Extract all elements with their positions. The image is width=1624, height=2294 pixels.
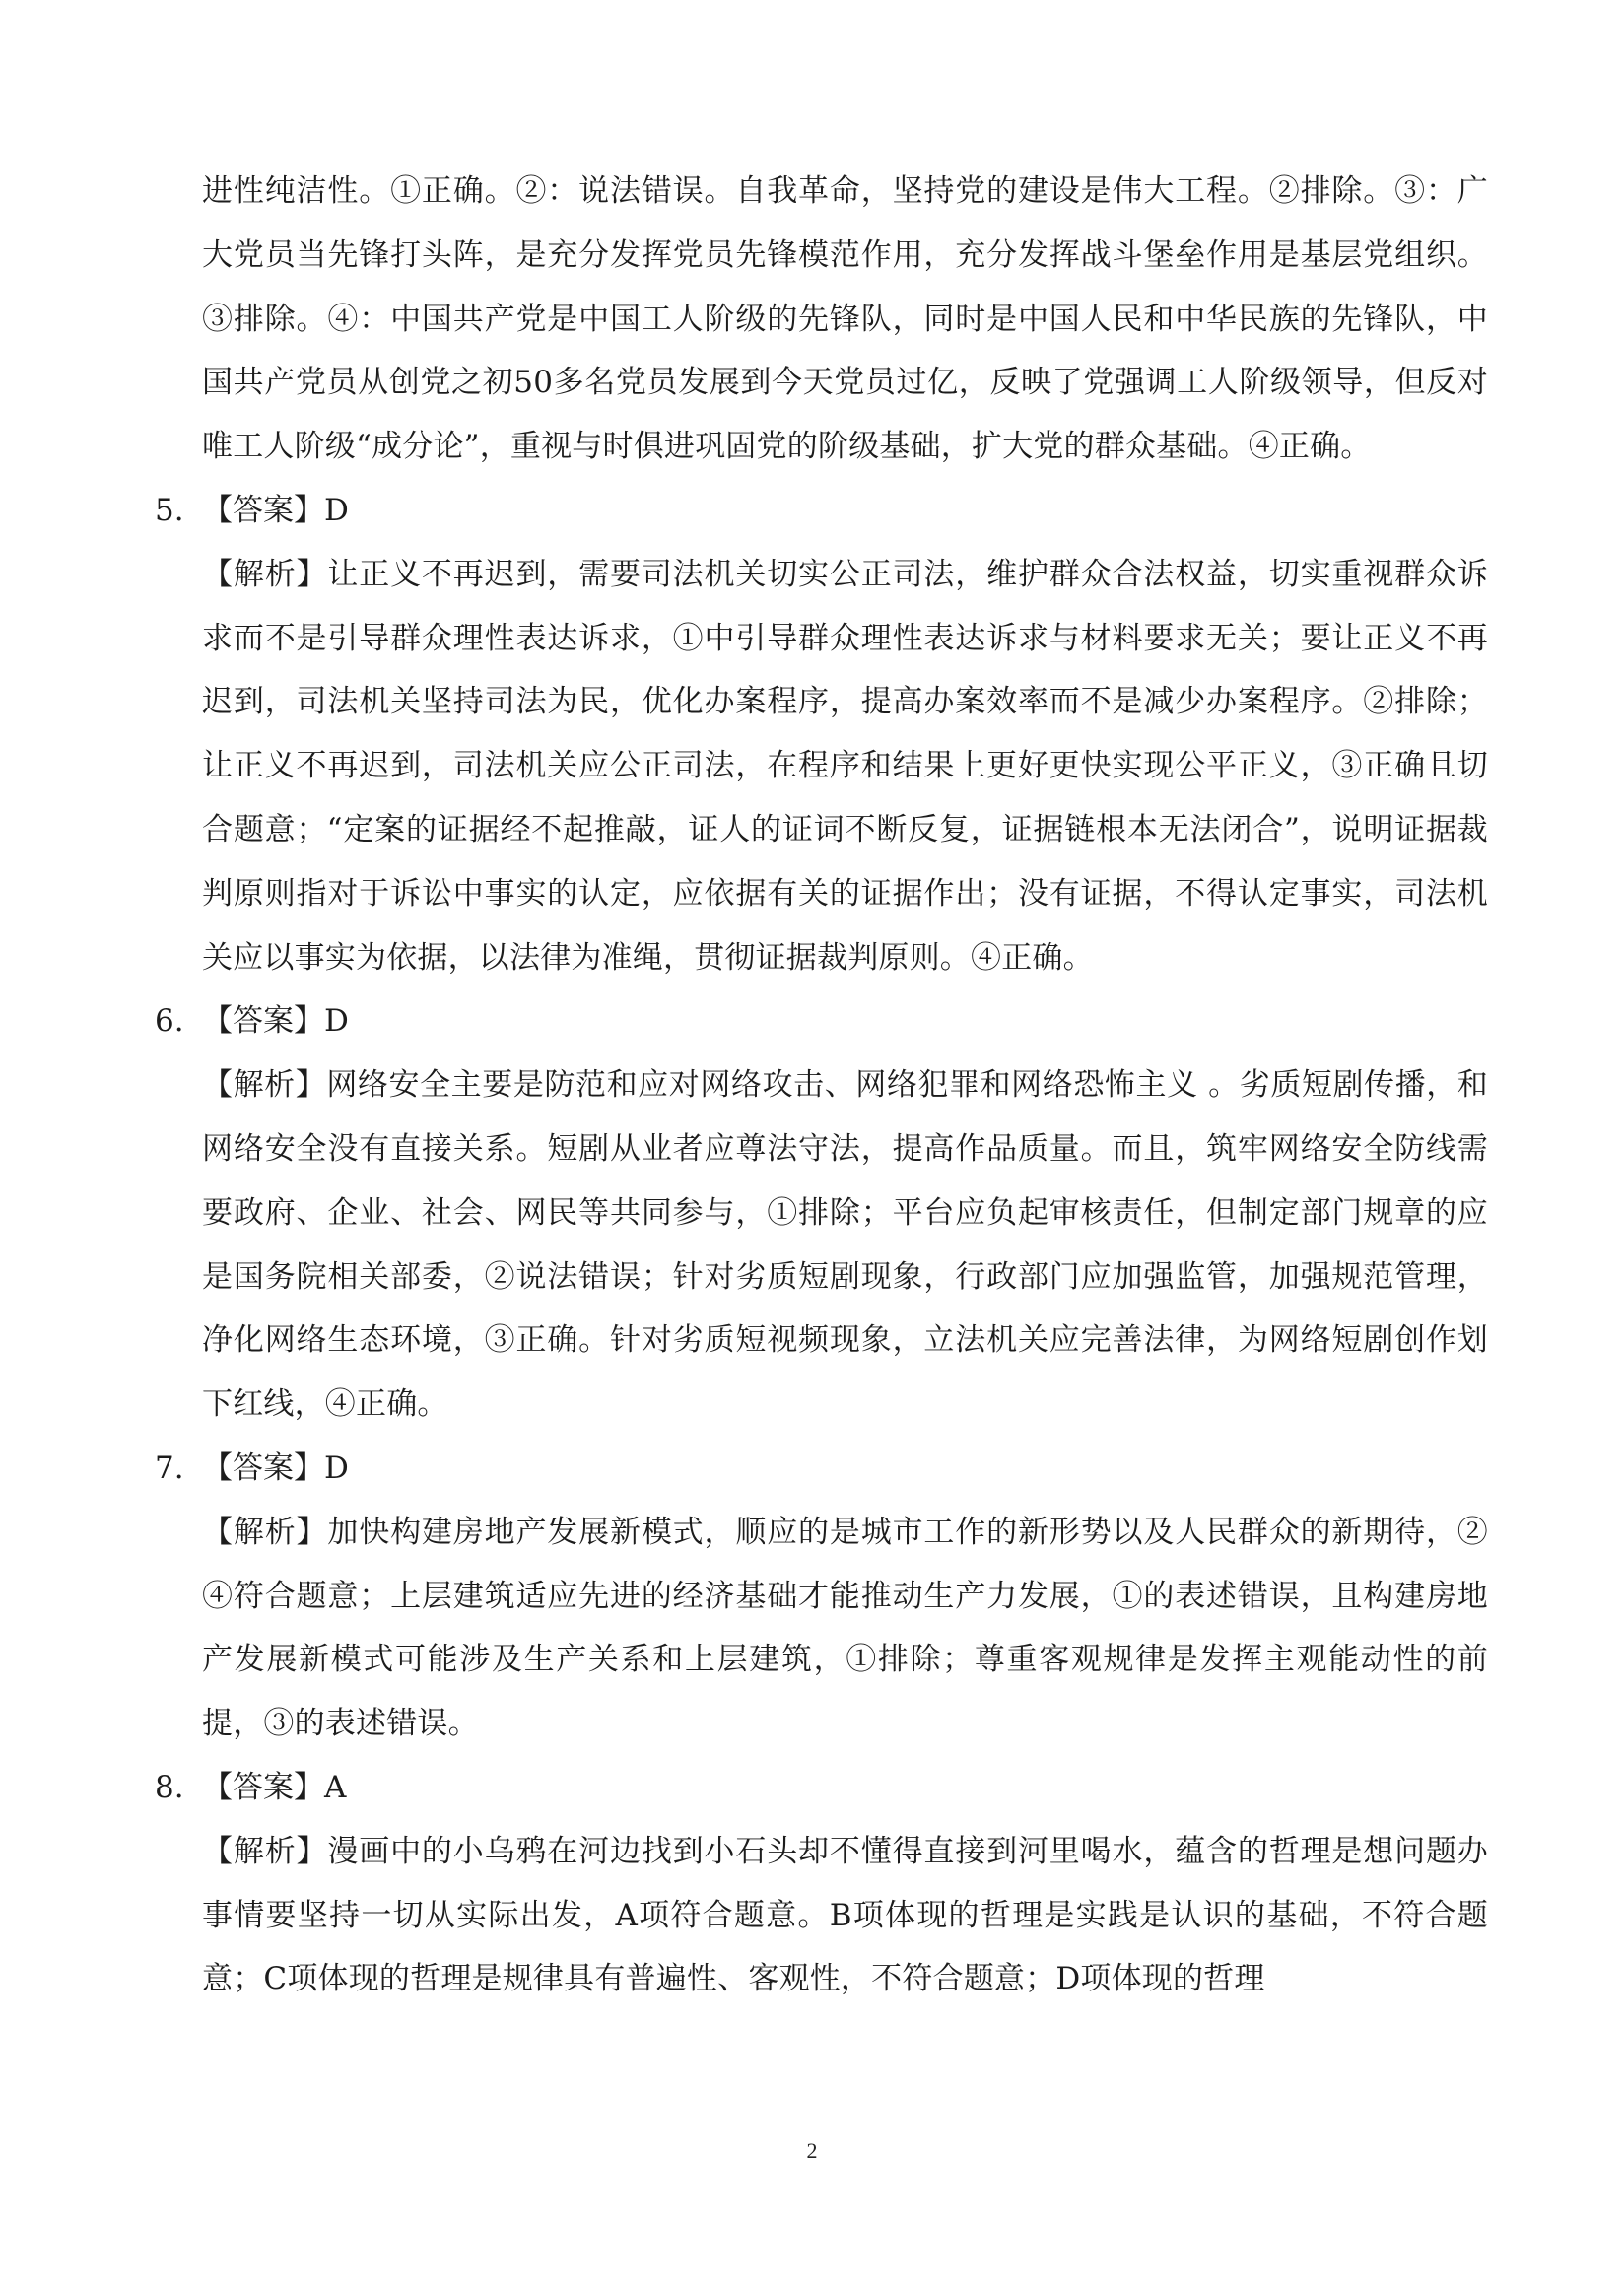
analysis-paragraph-6: 【解析】网络安全主要是防范和应对网络攻击、网络犯罪和网络恐怖主义 。劣质短剧传播，和网络安全没有直接关系。短剧从业者应尊法守法，提高作品质量。而且，筑牢网络安全防线需要政府、企业、社会、网民等共同参与，①排除；平台应负起审核责任，但制定部门规章的应是国务院相关部委，②说法错误；针对劣质短剧现象，行政部门应加强监管，加强规范管理，净化网络生态环境，③正确。针对劣质短视频现象，立法机关应完善法律，为网络短剧创作划下红线，④正确。 xyxy=(202,1067,1488,1423)
answer-line-7 xyxy=(155,1437,1488,1501)
question-number: 5. xyxy=(155,492,184,528)
question-block-7 xyxy=(155,1437,1488,1756)
question-block-5 xyxy=(155,479,1488,989)
page-content xyxy=(155,160,1488,2011)
answer-line-5 xyxy=(155,479,1488,543)
answer-label: 【答案】D xyxy=(202,492,349,528)
question-number: 7. xyxy=(155,1450,184,1486)
question-block-6 xyxy=(155,989,1488,1437)
analysis-paragraph-8: 【解析】漫画中的小乌鸦在河边找到小石头却不懂得直接到河里喝水，蕴含的哲理是想问题办事情要坚持一切从实际出发，A项符合题意。B项体现的哲理是实践是认识的基础，不符合题意；C项体现的哲理是规律具有普遍性、客观性，不符合题意；D项体现的哲理 xyxy=(202,1833,1488,1997)
question-block-8 xyxy=(155,1756,1488,2011)
intro-paragraph: 进性纯洁性。①正确。②：说法错误。自我革命，坚持党的建设是伟大工程。②排除。③：广大党员当先锋打头阵，是充分发挥党员先锋模范作用，充分发挥战斗堡垒作用是基层党组织。③排除。④：中国共产党是中国工人阶级的先锋队，同时是中国人民和中华民族的先锋队，中国共产党员从创党之初50多名党员发展到今天党员过亿，反映了党强调工人阶级领导，但反对唯工人阶级“成分论”，重视与时俱进巩固党的阶级基础，扩大党的群众基础。④正确。 xyxy=(202,173,1488,465)
answer-line-8 xyxy=(155,1756,1488,1820)
answer-label: 【答案】D xyxy=(202,1450,349,1486)
answer-line-6 xyxy=(155,989,1488,1053)
page-number: 2 xyxy=(806,2138,818,2163)
answer-label: 【答案】D xyxy=(202,1003,349,1040)
question-number: 6. xyxy=(155,1003,184,1040)
analysis-paragraph-7: 【解析】加快构建房地产发展新模式，顺应的是城市工作的新形势以及人民群众的新期待，②④符合题意；上层建筑适应先进的经济基础才能推动生产力发展，①的表述错误，且构建房地产发展新模式可能涉及生产关系和上层建筑，①排除；尊重客观规律是发挥主观能动性的前提，③的表述错误。 xyxy=(202,1514,1488,1742)
answer-label: 【答案】A xyxy=(202,1769,347,1805)
analysis-paragraph-5: 【解析】让正义不再迟到，需要司法机关切实公正司法，维护群众合法权益，切实重视群众诉求而不是引导群众理性表达诉求，①中引导群众理性表达诉求与材料要求无关；要让正义不再迟到，司法机关坚持司法为民，优化办案程序，提高办案效率而不是减少办案程序。②排除；让正义不再迟到，司法机关应公正司法，在程序和结果上更好更快实现公平正义，③正确且切合题意；“定案的证据经不起推敲，证人的证词不断反复，证据链根本无法闭合”，说明证据裁判原则指对于诉讼中事实的认定，应依据有关的证据作出；没有证据，不得认定事实，司法机关应以事实为依据，以法律为准绳，贯彻证据裁判原则。④正确。 xyxy=(202,556,1488,976)
question-number: 8. xyxy=(155,1769,184,1805)
